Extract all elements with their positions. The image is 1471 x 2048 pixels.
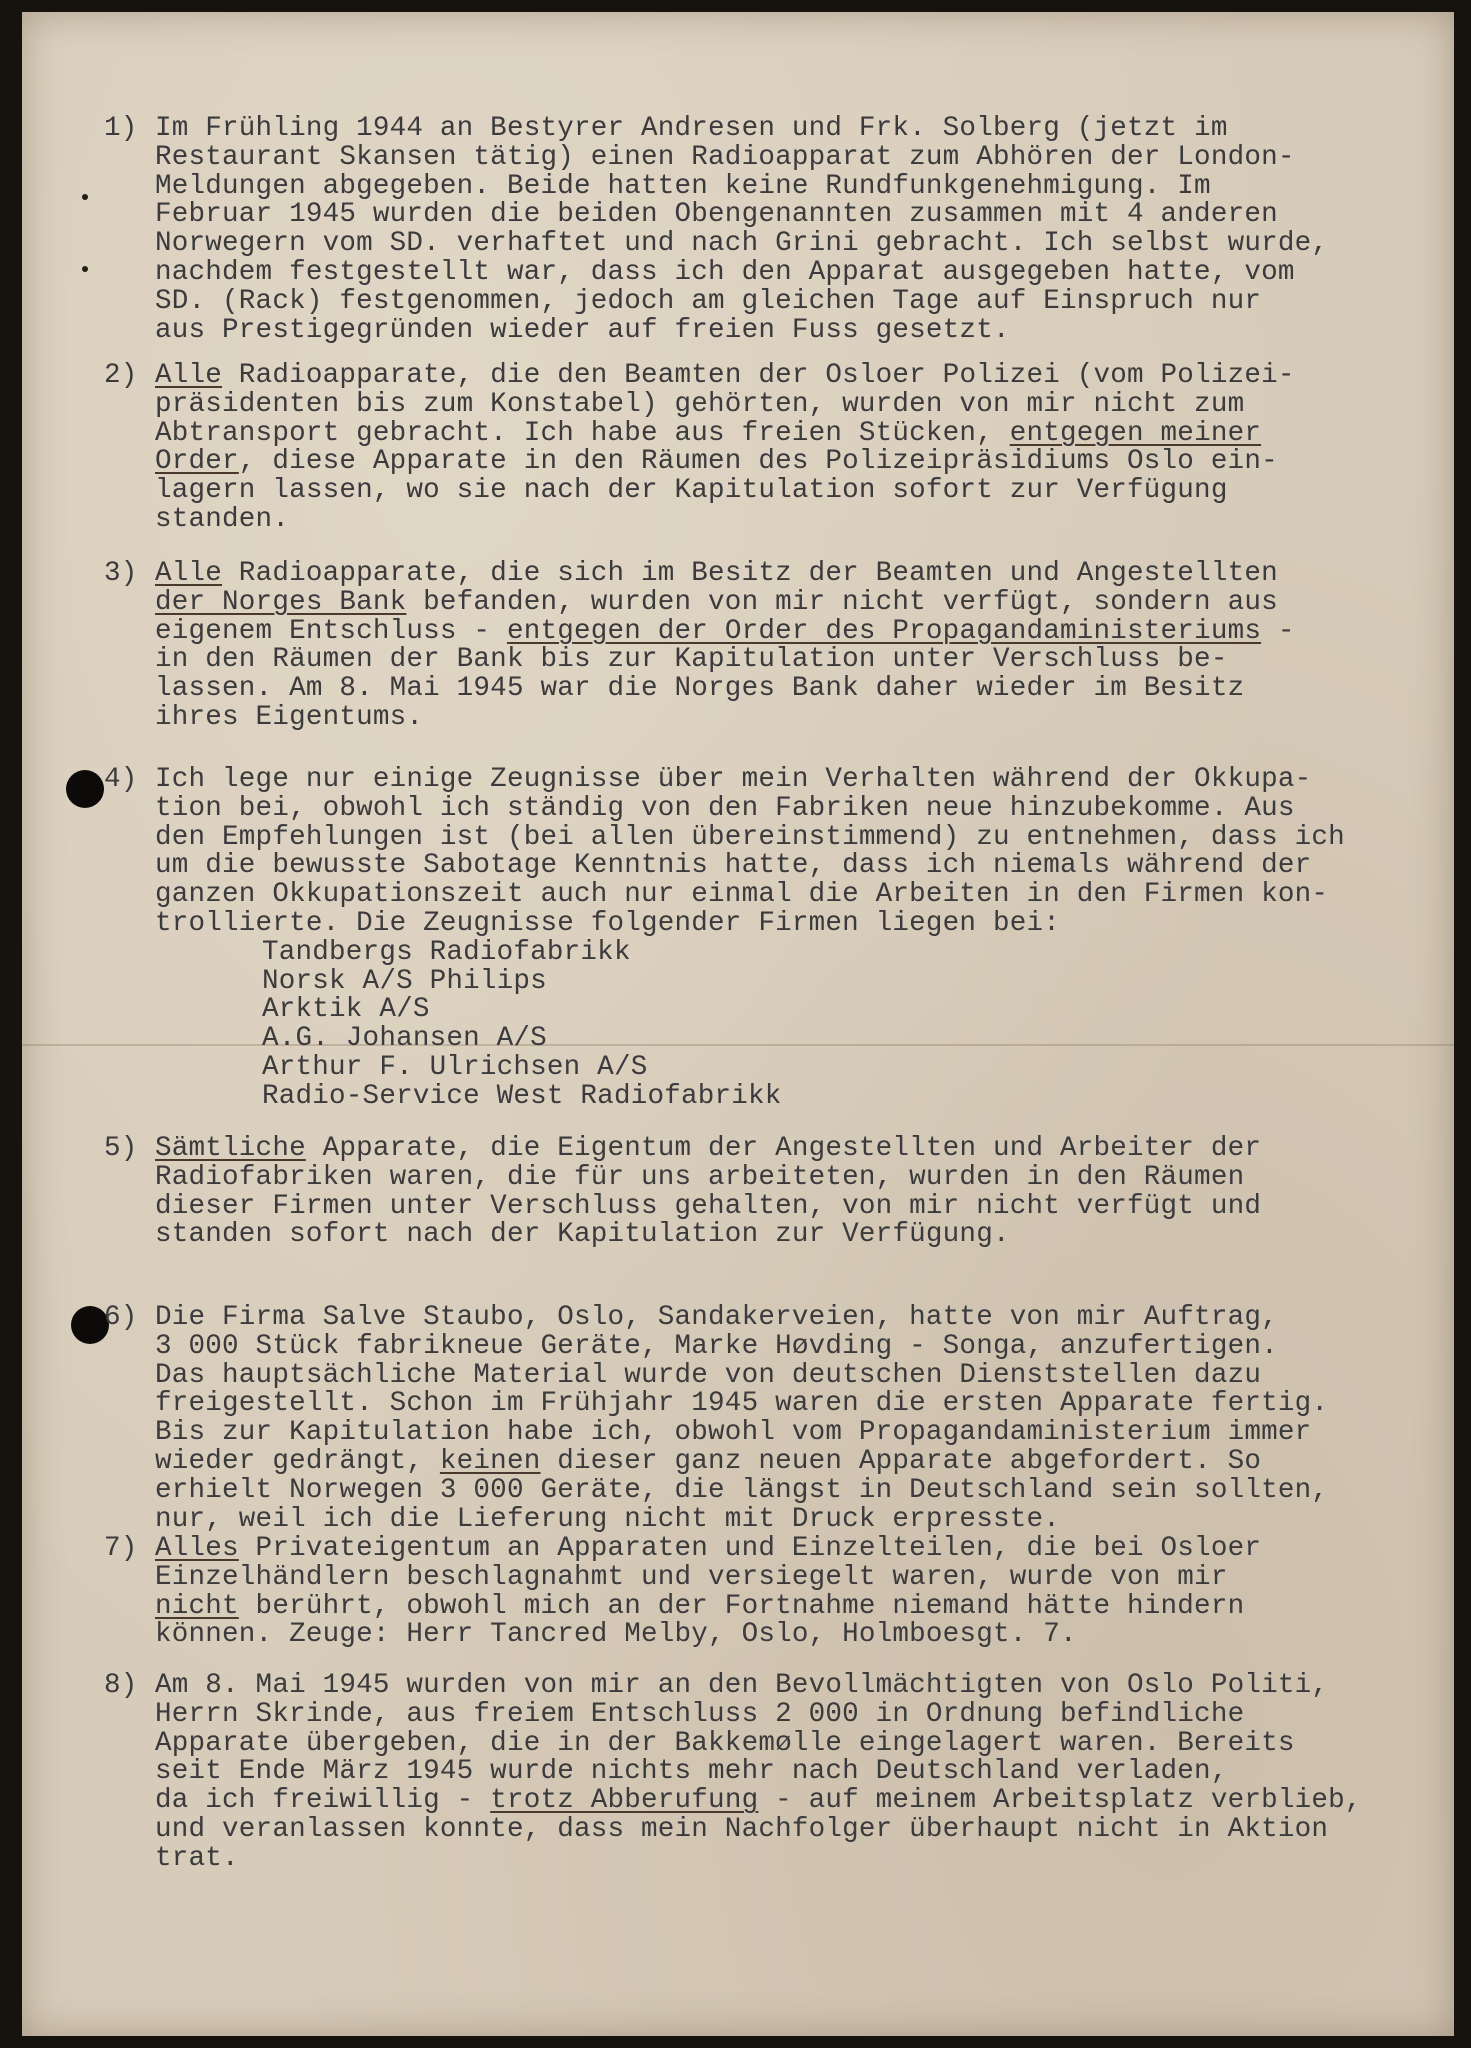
paragraph-line xyxy=(155,615,1295,647)
underlined-text: der Norges Bank xyxy=(155,586,407,618)
text-segment: trat. xyxy=(155,1842,239,1874)
paragraph-number: 3) xyxy=(104,558,138,589)
text-segment: Norsk A/S Philips xyxy=(262,965,547,997)
paragraph-line xyxy=(155,1330,1278,1362)
text-segment: dieser Firmen unter Verschluss gehalten, von mir nicht verfügt und xyxy=(155,1190,1262,1222)
text-segment: Radio-Service West Radiofabrikk xyxy=(262,1080,782,1112)
text-segment: Radioapparate, die sich im Besitz der Beamten und Angestellten xyxy=(222,558,1278,589)
paragraph-line xyxy=(155,1758,1228,1787)
paragraph-line xyxy=(155,170,1211,202)
paragraph-number: 5) xyxy=(104,1133,138,1164)
text-segment: standen sofort nach der Kapitulation zur Verfügung. xyxy=(155,1219,1010,1251)
paragraph-line xyxy=(155,1561,1228,1593)
paragraph-number: 7) xyxy=(104,1533,138,1564)
paper-fold-crease xyxy=(22,1044,1454,1046)
underlined-text: Sämtliche xyxy=(155,1133,306,1164)
paragraph-line xyxy=(155,675,1244,704)
text-segment: Bis zur Kapitulation habe ich, obwohl vom Propagandaministerium immer xyxy=(155,1417,1312,1449)
paragraph-line xyxy=(155,821,1345,853)
text-segment: ganzen Okkupationszeit auch nur einmal die Arbeiten in den Firmen kon- xyxy=(155,879,1329,911)
paragraph-line xyxy=(155,1698,1245,1730)
paragraph-line xyxy=(262,1054,647,1083)
paragraph-line xyxy=(155,1816,1328,1845)
paragraph-line xyxy=(155,1221,1010,1250)
paragraph-line xyxy=(155,1590,1245,1622)
text-segment: in den Räumen der Bank bis zur Kapitulation unter Verschluss be- xyxy=(155,644,1228,676)
text-segment: befanden, wurden von mir nicht verfügt, sondern aus xyxy=(406,586,1278,618)
paragraph-line xyxy=(155,1672,1328,1701)
underlined-text: Alle xyxy=(155,558,223,589)
paragraph-number: 1) xyxy=(104,113,138,144)
text-segment: Restaurant Skansen tätig) einen Radioapparat zum Abhören der London- xyxy=(155,141,1295,173)
paragraph-line xyxy=(262,936,631,968)
text-segment: , diese Apparate in den Räumen des Polizeipräsidiums Oslo ein- xyxy=(238,446,1278,478)
paragraph-line xyxy=(155,1621,1077,1650)
paragraph-line xyxy=(155,1503,1060,1535)
text-segment: berührt, obwohl mich an der Fortnahme niemand hätte hindern xyxy=(238,1590,1245,1622)
underlined-text: keinen xyxy=(439,1446,541,1477)
text-segment: Radioapparate, die den Beamten der Osloer Polizei (vom Polizei- xyxy=(222,360,1295,391)
paragraph-number: 2) xyxy=(104,360,138,391)
text-segment: dieser ganz neuen Apparate abgefordert. So xyxy=(540,1446,1262,1477)
paragraph-line xyxy=(155,362,1295,391)
paragraph-line xyxy=(155,1304,1278,1333)
text-segment: nur, weil ich die Lieferung nicht mit Druck erpresste. xyxy=(155,1503,1060,1535)
paragraph-line xyxy=(155,1535,1261,1564)
text-segment: Am 8. Mai 1945 wurden von mir an den Bevollmächtigten von Oslo Politi, xyxy=(155,1670,1329,1701)
paragraph-line xyxy=(155,910,1060,939)
paragraph-line xyxy=(155,881,1328,910)
text-segment: eigenem Entschluss - xyxy=(155,615,507,647)
text-segment: lassen. Am 8. Mai 1945 war die Norges Bank daher wieder im Besitz xyxy=(155,673,1245,705)
text-segment: Ich lege nur einige Zeugnisse über mein Verhalten während der Okkupa- xyxy=(155,764,1312,795)
paragraph-number: 6) xyxy=(104,1302,138,1333)
paragraph-line xyxy=(155,477,1228,506)
text-segment: Radiofabriken waren, die für uns arbeiteten, wurden in den Räumen xyxy=(155,1161,1245,1193)
text-segment: wieder gedrängt, xyxy=(155,1446,440,1477)
text-segment: präsidenten bis zum Konstabel) gehörten, wurden von mir nicht zum xyxy=(155,388,1245,420)
ink-speck xyxy=(82,194,88,200)
paragraph-line xyxy=(155,201,1278,230)
paragraph-line xyxy=(155,560,1278,589)
paragraph-line xyxy=(155,1135,1261,1164)
underlined-text: nicht xyxy=(155,1590,239,1622)
paragraph-line xyxy=(262,1080,782,1112)
text-segment: Im Frühling 1944 an Bestyrer Andresen und Frk. Solberg (jetzt im xyxy=(155,113,1228,144)
paragraph-line xyxy=(155,1842,239,1874)
text-segment: standen. xyxy=(155,504,290,535)
text-segment: Das hauptsächliche Material wurde von deutschen Dienststellen dazu xyxy=(155,1359,1262,1391)
text-segment: um die bewusste Sabotage Kenntnis hatte, dass ich niemals während der xyxy=(155,850,1312,882)
paragraph-line xyxy=(155,259,1295,288)
ink-speck xyxy=(82,266,88,272)
text-segment: trollierte. Die Zeugnisse folgender Firmen liegen bei: xyxy=(155,908,1060,939)
text-segment: ihres Eigentums. xyxy=(155,702,424,733)
paragraph-line xyxy=(155,586,1278,618)
text-segment: - auf meinem Arbeitsplatz verblieb, xyxy=(758,1785,1362,1817)
text-segment: freigestellt. Schon im Frühjahr 1945 waren die ersten Apparate fertig. xyxy=(155,1388,1329,1420)
paragraph-number: 8) xyxy=(104,1670,138,1701)
paragraph-line xyxy=(155,1359,1262,1391)
text-segment: Arktik A/S xyxy=(262,994,430,1026)
paragraph-line xyxy=(155,417,1262,449)
text-segment: Apparate, die Eigentum der Angestellten und Arbeiter der xyxy=(305,1133,1262,1164)
text-segment: Arthur F. Ulrichsen A/S xyxy=(262,1052,648,1083)
paragraph-line xyxy=(155,792,1295,824)
paragraph-line xyxy=(155,1161,1245,1193)
text-segment: Einzelhändlern beschlagnahmt und versiegelt waren, wurde von mir xyxy=(155,1561,1228,1593)
text-segment: Norwegern vom SD. verhaftet und nach Grini gebracht. Ich selbst wurde, xyxy=(155,228,1329,260)
paragraph-line xyxy=(262,965,547,997)
text-segment: da ich freiwillig - xyxy=(155,1785,491,1817)
text-segment: Tandbergs Radiofabrikk xyxy=(262,936,631,968)
text-segment: Privateigentum an Apparaten und Einzelteilen, die bei Osloer xyxy=(238,1533,1262,1564)
underlined-text: trotz Abberufung xyxy=(490,1785,759,1817)
paragraph-line xyxy=(155,704,423,733)
text-segment: Abtransport gebracht. Ich habe aus freien Stücken, xyxy=(155,417,1010,449)
paragraph-line xyxy=(155,115,1228,144)
text-segment: seit Ende März 1945 wurde nichts mehr nach Deutschland verladen, xyxy=(155,1756,1228,1788)
paragraph-line xyxy=(155,646,1228,675)
text-segment: tion bei, obwohl ich ständig von den Fabriken neue hinzubekomme. Aus xyxy=(155,792,1295,824)
text-segment: 3 000 Stück fabrikneue Geräte, Marke Høvding - Songa, anzufertigen. xyxy=(155,1330,1278,1362)
paragraph-number: 4) xyxy=(104,764,138,795)
text-segment: Meldungen abgegeben. Beide hatten keine Rundfunkgenehmigung. Im xyxy=(155,170,1211,202)
underlined-text: Alles xyxy=(155,1533,239,1564)
paragraph-line xyxy=(155,766,1311,795)
paragraph-line xyxy=(155,1727,1295,1759)
paragraph-line xyxy=(155,285,1262,317)
text-segment: Apparate übergeben, die in der Bakkemølle eingelagert waren. Bereits xyxy=(155,1727,1295,1759)
underlined-text: Alle xyxy=(155,360,223,391)
text-segment: den Empfehlungen ist (bei allen übereinstimmend) zu entnehmen, dass ich xyxy=(155,821,1345,853)
text-segment: und veranlassen konnte, dass mein Nachfolger überhaupt nicht in Aktion xyxy=(155,1814,1329,1845)
text-segment: Februar 1945 wurden die beiden Obengenannten zusammen mit 4 anderen xyxy=(155,199,1278,231)
text-segment: SD. (Rack) festgenommen, jedoch am gleichen Tage auf Einspruch nur xyxy=(155,285,1262,317)
paragraph-line xyxy=(155,388,1245,420)
text-segment: - xyxy=(1261,615,1295,647)
paragraph-line xyxy=(155,141,1295,173)
paragraph-line xyxy=(155,1419,1311,1448)
text-segment: A.G. Johansen A/S xyxy=(262,1023,547,1055)
text-segment: erhielt Norwegen 3 000 Geräte, die längst in Deutschland sein sollten, xyxy=(155,1474,1329,1506)
paragraph-line xyxy=(155,1448,1261,1477)
paragraph-line xyxy=(155,852,1311,881)
underlined-text: entgegen meiner xyxy=(1009,417,1262,449)
paragraph-line xyxy=(262,996,430,1025)
text-segment: Herrn Skrinde, aus freiem Entschluss 2 000 in Ordnung befindliche xyxy=(155,1698,1245,1730)
paragraph-line xyxy=(155,1390,1328,1419)
paragraph-line xyxy=(155,230,1328,259)
text-segment: nachdem festgestellt war, dass ich den Apparat ausgegeben hatte, vom xyxy=(155,257,1295,288)
paragraph-line xyxy=(155,314,1010,346)
paragraph-line xyxy=(262,1025,547,1054)
paragraph-line xyxy=(155,1190,1262,1222)
paragraph-line xyxy=(155,1474,1329,1506)
underlined-text: Order xyxy=(155,446,239,478)
underlined-text: entgegen der Order des Propagandaministeriums xyxy=(506,615,1262,647)
text-segment: aus Prestigegründen wieder auf freien Fuss gesetzt. xyxy=(155,314,1010,346)
text-segment: können. Zeuge: Herr Tancred Melby, Oslo, Holmboesgt. 7. xyxy=(155,1619,1077,1651)
paragraph-line xyxy=(155,506,289,535)
text-segment: lagern lassen, wo sie nach der Kapitulation sofort zur Verfügung xyxy=(155,475,1228,507)
paragraph-line xyxy=(155,448,1278,477)
punch-hole-top xyxy=(66,770,104,808)
text-segment: Die Firma Salve Staubo, Oslo, Sandakerveien, hatte von mir Auftrag, xyxy=(155,1302,1278,1333)
paragraph-line xyxy=(155,1787,1362,1816)
